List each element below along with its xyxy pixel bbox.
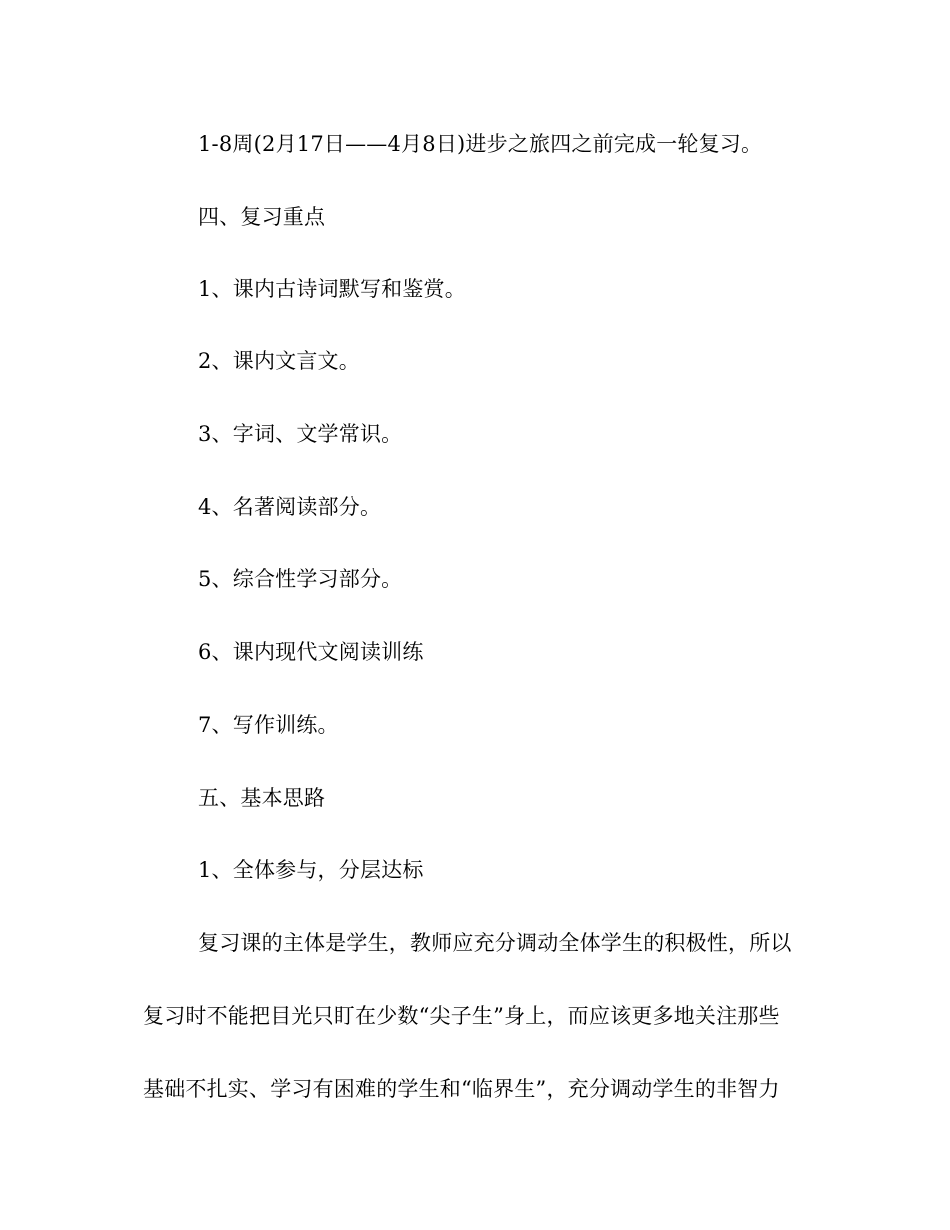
approach-item-1: 1、全体参与，分层达标 — [198, 858, 424, 882]
focus-item-6: 6、课内现代文阅读训练 — [198, 640, 424, 664]
focus-item-1: 1、课内古诗词默写和鉴赏。 — [198, 277, 466, 301]
focus-item-7: 7、写作训练。 — [198, 713, 339, 737]
focus-item-5: 5、综合性学习部分。 — [198, 567, 403, 591]
paragraph-line-3: 基础不扎实、学习有困难的学生和“临界生”，充分调动学生的非智力 — [143, 1077, 780, 1101]
paragraph-line-2: 复习时不能把目光只盯在少数“尖子生”身上，而应该更多地关注那些 — [143, 1004, 780, 1028]
review-schedule-line: 1-8周(2月17日——4月8日)进步之旅四之前完成一轮复习。 — [198, 132, 763, 156]
paragraph-line-1: 复习课的主体是学生，教师应充分调动全体学生的积极性，所以 — [198, 931, 792, 955]
focus-item-3: 3、字词、文学常识。 — [198, 422, 403, 446]
section-heading-review-focus: 四、复习重点 — [198, 205, 326, 229]
focus-item-4: 4、名著阅读部分。 — [198, 495, 382, 519]
focus-item-2: 2、课内文言文。 — [198, 349, 360, 373]
section-heading-basic-approach: 五、基本思路 — [198, 786, 326, 810]
